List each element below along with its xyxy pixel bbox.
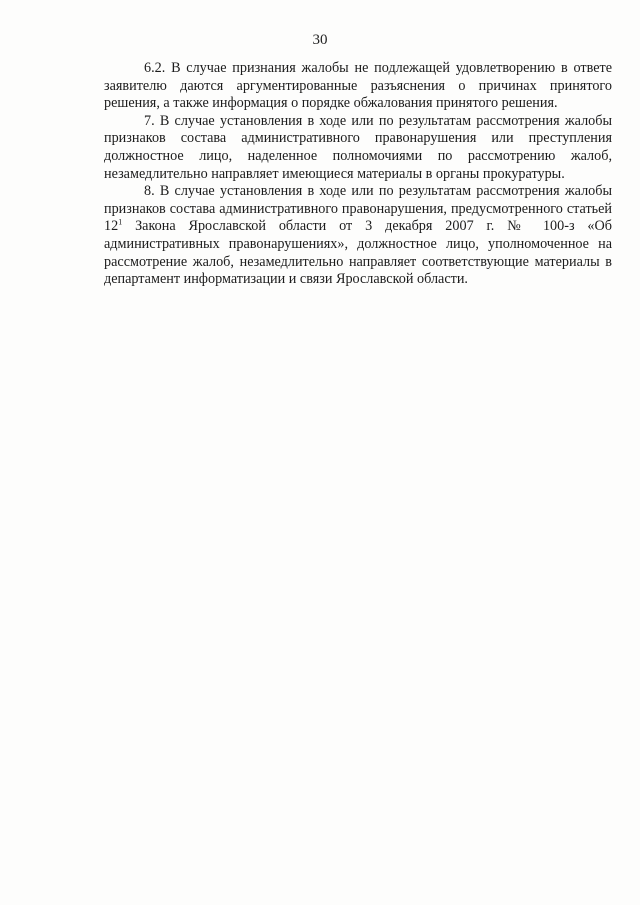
page-number: 30 — [312, 32, 328, 48]
paragraph-6-2: 6.2. В случае признания жалобы не подлежащей удовлетворению в ответе заявителю даются аргументированные разъяснения о причинах принятого решения, а также информация о порядке обжалования принятого решения. — [104, 60, 612, 112]
paragraph-8-text-before: 8. В случае установления в ходе или по результатам рассмотрения жалобы признаков состава административного правонарушения, предусмотренного статьей 12 — [104, 183, 612, 235]
article-superscript: 1 — [118, 217, 123, 227]
paragraph-8 — [104, 183, 612, 289]
document-body — [104, 60, 612, 289]
paragraph-7: 7. В случае установления в ходе или по результатам рассмотрения жалобы признаков состава административного правонарушения или преступления должностное лицо, наделенное полномочиями по рассмотрению жалоб, незамедлительно направляет имеющиеся материалы в органы прокуратуры. — [104, 112, 612, 182]
paragraph-8-text-after: Закона Ярославской области от 3 декабря 2007 г. № 100-з «Об административных правонарушениях», должностное лицо, уполномоченное на рассмотрение жалоб, незамедлительно направляет соответствующие материалы в департамент информатизации и связи Ярославской области. — [104, 218, 612, 288]
